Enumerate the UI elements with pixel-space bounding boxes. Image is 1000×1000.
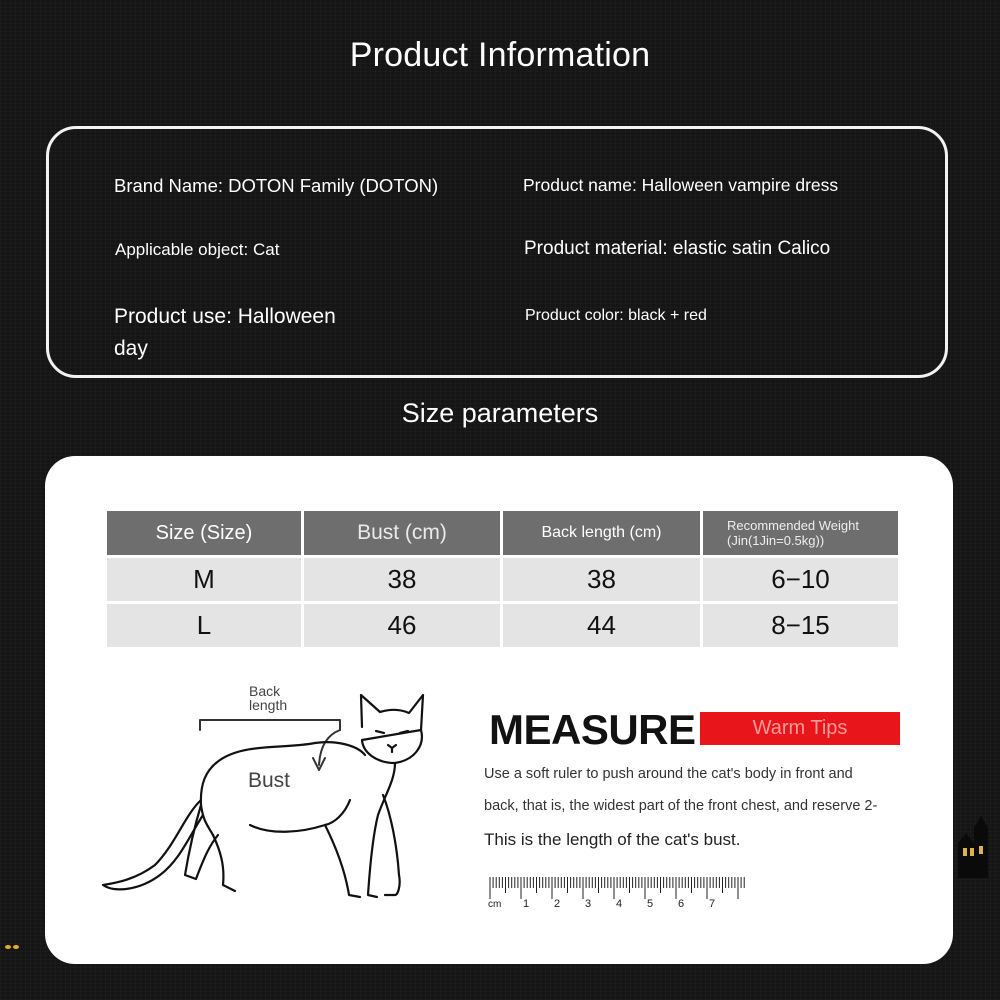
product-use-line2: day [114,337,148,360]
ruler-number: 7 [709,898,716,910]
cell-bust: 38 [304,558,500,601]
header-bust: Bust (cm) [304,511,500,555]
cell-size: L [107,604,301,647]
cell-size: M [107,558,301,601]
cell-back-length: 44 [503,604,700,647]
header-weight-line1: Recommended Weight [727,518,859,533]
ruler-icon [486,873,748,913]
cell-bust: 46 [304,604,500,647]
ruler-number: 2 [554,898,561,910]
back-length-label-line2: length [249,697,288,713]
cell-weight: 6−10 [703,558,898,601]
size-parameters-title: Size parameters [401,398,599,428]
brand-name: Brand Name: DOTON Family (DOTON) [114,175,439,196]
product-color: Product color: black + red [525,307,707,324]
warm-tips-badge: Warm Tips [700,712,900,745]
applicable-object: Applicable object: Cat [115,240,280,259]
product-name: Product name: Halloween vampire dress [523,175,839,195]
bust-label: Bust [248,769,291,792]
castle-silhouette-icon [948,808,1000,878]
ruler-number: 5 [647,898,654,910]
back-length-label-line1: Back [249,683,281,699]
table-row [107,558,898,601]
eyes-icon [0,935,30,965]
ruler-unit: cm [488,899,502,910]
product-use-line1: Product use: Halloween [114,305,336,328]
ruler-number: 1 [523,898,530,910]
table-row [107,604,898,647]
page-title: Product Information [349,36,651,74]
measure-title: MEASURE [489,706,696,753]
cat-diagram-icon [95,685,435,915]
measure-text-line3: This is the length of the cat's bust. [484,830,741,849]
header-back-length: Back length (cm) [503,511,700,555]
header-weight-line2: (Jin(1Jin=0.5kg)) [727,533,825,548]
measure-text-line2: back, that is, the widest part of the front chest, and reserve 2- [484,798,878,814]
size-table [104,508,901,650]
ruler-number: 3 [585,898,592,910]
table-header-row [107,511,898,555]
header-size: Size (Size) [107,511,301,555]
cell-back-length: 38 [503,558,700,601]
product-material: Product material: elastic satin Calico [524,238,831,259]
ruler-number: 4 [616,898,623,910]
ruler-number: 6 [678,898,685,910]
cell-weight: 8−15 [703,604,898,647]
header-weight [703,511,898,555]
measure-text-line1: Use a soft ruler to push around the cat's body in front and [484,766,853,782]
